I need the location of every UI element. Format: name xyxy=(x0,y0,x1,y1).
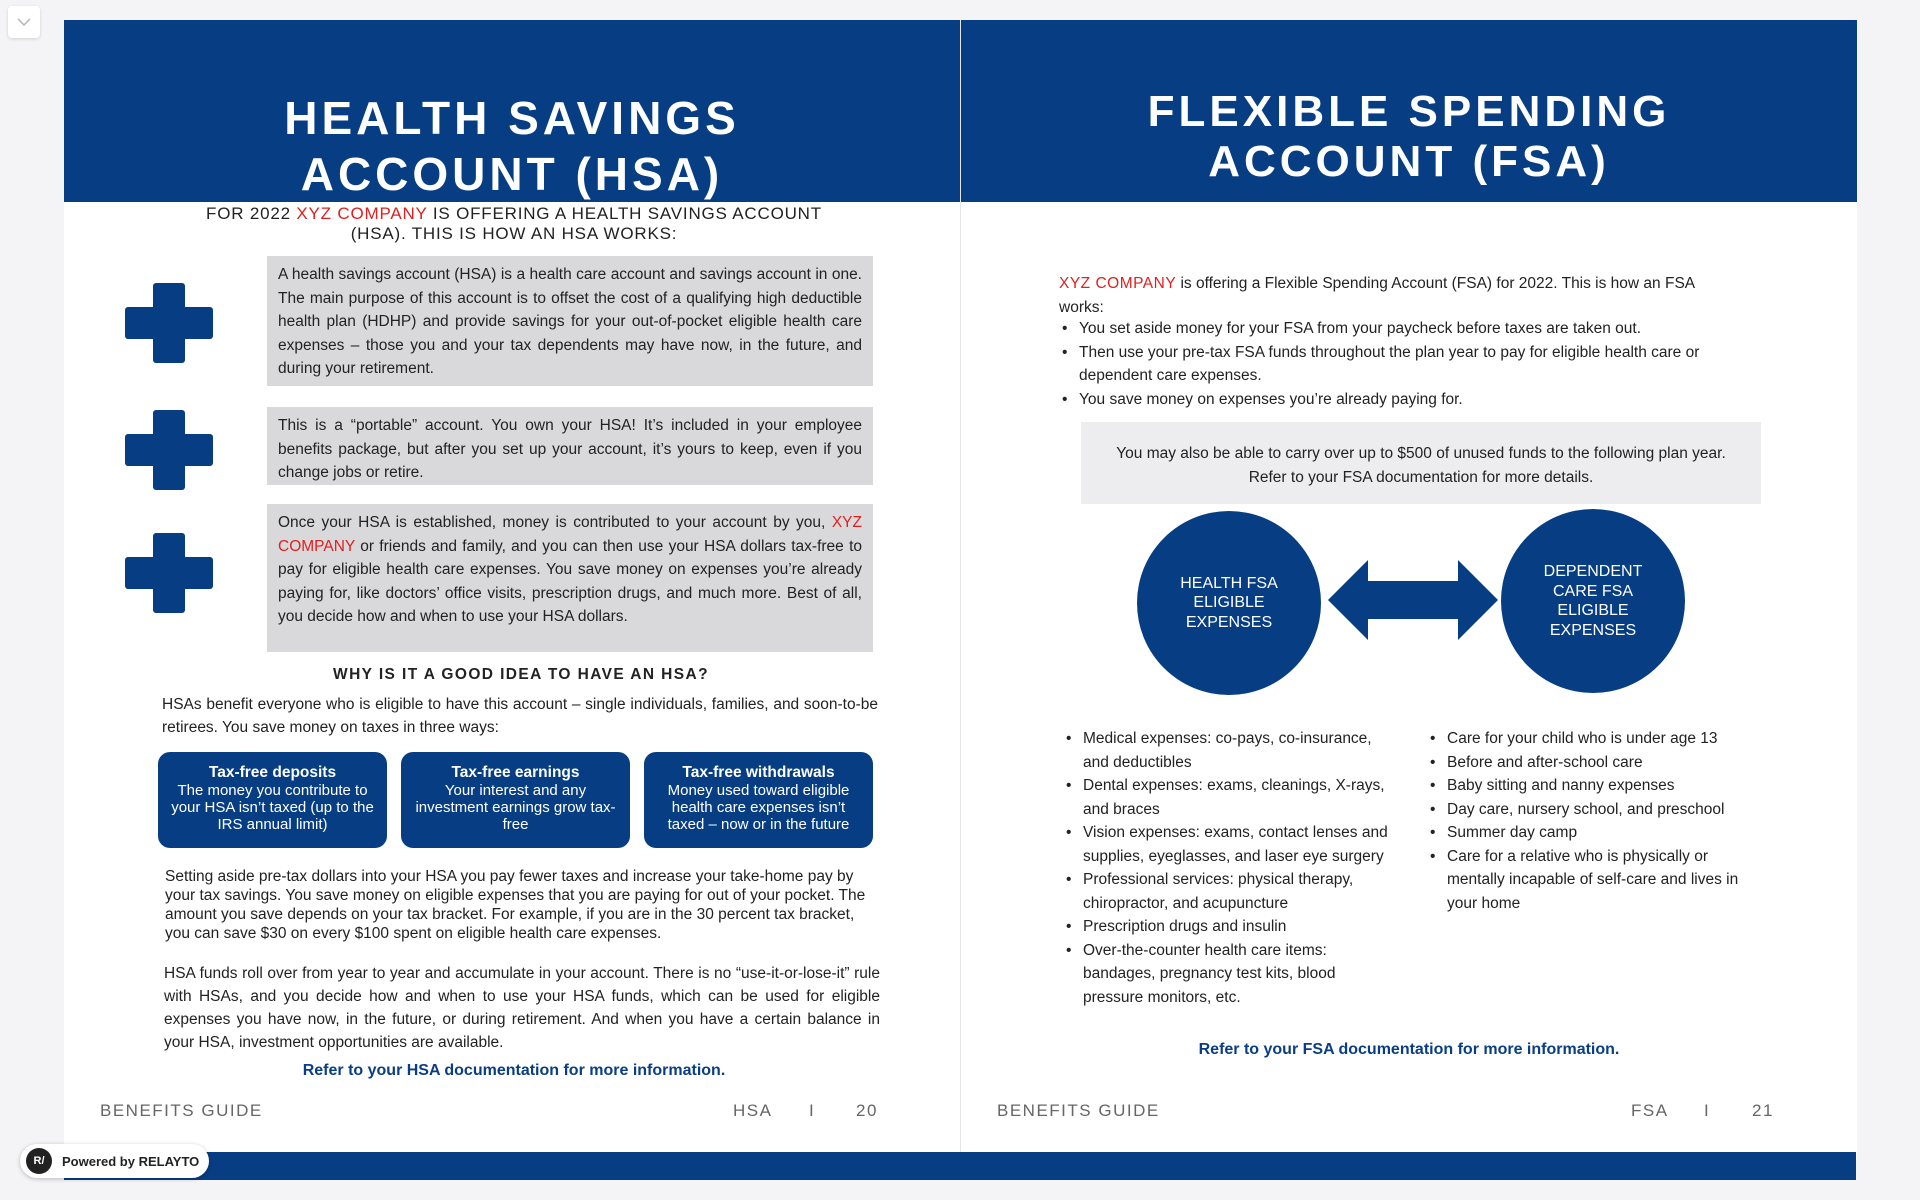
tax-free-withdrawals-card xyxy=(644,752,873,848)
hsa-box3-prefix: Once your HSA is established, money is contributed to your account by you, xyxy=(278,514,832,531)
fsa-title-line2: ACCOUNT (FSA) xyxy=(1208,137,1610,186)
dependent-care-fsa-label: DEPENDENT CARE FSA ELIGIBLE EXPENSES xyxy=(1543,563,1643,639)
health-fsa-circle xyxy=(1137,511,1321,695)
footer-separator: I xyxy=(809,1101,816,1120)
fsa-title-line1: FLEXIBLE SPENDING xyxy=(1147,87,1671,136)
health-fsa-expenses-list xyxy=(1063,727,1391,1009)
hsa-intro xyxy=(182,204,846,244)
footer-section: FSA xyxy=(1631,1101,1669,1120)
tax-free-earnings-card xyxy=(401,752,630,848)
health-fsa-label: HEALTH FSA ELIGIBLE EXPENSES xyxy=(1180,574,1278,631)
list-item: • Medical expenses: co-pays, co-insurance, and deductibles xyxy=(1063,727,1391,774)
list-item: • Over-the-counter health care items: bandages, pregnancy test kits, blood pressure monitors, etc. xyxy=(1063,939,1391,1010)
why-heading: WHY IS IT A GOOD IDEA TO HAVE AN HSA? xyxy=(333,666,709,683)
list-item: • You set aside money for your FSA from your paycheck before taxes are taken out. xyxy=(1059,317,1739,341)
hsa-info-box-2: This is a “portable” account. You own your HSA! It’s included in your employee benefits package, but after you set up your account, it’s yours to keep, even if you change jobs or retire. xyxy=(267,407,873,485)
powered-by-badge[interactable] xyxy=(20,1144,209,1178)
footer-section: HSA xyxy=(733,1101,773,1120)
list-item: • You save money on expenses you’re already paying for. xyxy=(1059,388,1739,412)
fsa-intro-suffix: is offering a Flexible Spending Account (FSA) for 2022. This is how an FSA works: xyxy=(1059,275,1695,316)
fsa-how-it-works-list xyxy=(1059,317,1739,411)
fsa-intro xyxy=(1059,272,1739,319)
carryover-note xyxy=(1081,422,1761,504)
list-item: • Prescription drugs and insulin xyxy=(1063,915,1391,939)
relayto-brand: RELAYTO xyxy=(138,1153,200,1169)
list-item: • Care for a relative who is physically or mentally incapable of self-care and lives in your home xyxy=(1427,845,1761,916)
list-item: • Professional services: physical therapy, chiropractor, and acupuncture xyxy=(1063,868,1391,915)
pill-text: Your interest and any investment earnings grow tax-free xyxy=(415,782,616,833)
hsa-intro-suffix: IS OFFERING A HEALTH SAVINGS ACCOUNT (HSA). THIS IS HOW AN HSA WORKS: xyxy=(350,204,822,243)
pill-title: Tax-free withdrawals xyxy=(682,764,835,781)
medical-cross-icon xyxy=(125,410,213,490)
list-item: • Care for your child who is under age 13 xyxy=(1427,727,1761,751)
dependent-care-fsa-circle xyxy=(1501,509,1685,693)
footer-title: BENEFITS GUIDE xyxy=(997,1101,1160,1120)
relayto-logo: R/ xyxy=(26,1148,52,1174)
why-text: HSAs benefit everyone who is eligible to have this account – single individuals, families, and soon-to-be retirees. You save money on taxes in three ways: xyxy=(162,696,878,736)
list-item: • Vision expenses: exams, contact lenses and supplies, eyeglasses, and laser eye surgery xyxy=(1063,821,1391,868)
fsa-page xyxy=(960,20,1857,1160)
list-item: • Baby sitting and nanny expenses xyxy=(1427,774,1761,798)
carryover-note-line1: You may also be able to carry over up to $500 of unused funds to the following plan year. xyxy=(1116,445,1726,462)
powered-by-text: Powered by xyxy=(62,1153,139,1169)
bottom-band xyxy=(64,1152,1856,1180)
hsa-info-box-3 xyxy=(267,504,873,652)
pill-text: The money you contribute to your HSA isn’t taxed (up to the IRS annual limit) xyxy=(171,782,374,833)
medical-cross-icon xyxy=(125,283,213,363)
footer-title: BENEFITS GUIDE xyxy=(100,1101,263,1120)
list-item: • Dental expenses: exams, cleanings, X-rays, and braces xyxy=(1063,774,1391,821)
pill-title: Tax-free deposits xyxy=(208,764,337,781)
list-item: • Then use your pre-tax FSA funds throughout the plan year to pay for eligible health care or dependent care expenses. xyxy=(1059,341,1739,388)
double-arrow-icon xyxy=(1328,558,1498,642)
hsa-intro-company: XYZ COMPANY xyxy=(296,204,428,223)
carryover-note-line2: Refer to your FSA documentation for more details. xyxy=(1248,468,1594,486)
fsa-intro-company: XYZ COMPANY xyxy=(1059,275,1177,292)
list-item: • Before and after-school care xyxy=(1427,751,1761,775)
medical-cross-icon xyxy=(125,533,213,613)
chevron-down-icon xyxy=(8,6,40,38)
pill-title: Tax-free earnings xyxy=(451,764,580,781)
hsa-intro-prefix: FOR 2022 xyxy=(206,204,297,223)
page-number: 21 xyxy=(1752,1101,1774,1120)
dependent-care-expenses-list xyxy=(1427,727,1761,915)
hsa-info-box-1: A health savings account (HSA) is a health care account and savings account in one. The main purpose of this account is to offset the cost of a qualifying high deductible health plan (HDHP) and provide savings for your out-of-pocket eligible health care expenses – those you and your tax dependents may have now, in the future, and during your retirement. xyxy=(267,256,873,386)
pill-text: Money used toward eligible health care expenses isn’t taxed – now or in the future xyxy=(667,782,850,833)
hsa-page xyxy=(64,20,960,1160)
hsa-box3-company: XYZ COMPANY xyxy=(278,514,862,555)
hsa-doc-link[interactable]: Refer to your HSA documentation for more information. xyxy=(302,1062,726,1079)
tax-savings-paragraph: Setting aside pre-tax dollars into your HSA you pay fewer taxes and increase your take-home pay by your tax savings. You save money on eligible expenses that you are paying for out of your pocket. The amount you save depends on your tax bracket. For example, if you are in the 30 percent tax bracket, you can save $30 on every $100 spent on eligible health care expenses. xyxy=(165,868,866,942)
hsa-box3-suffix: or friends and family, and you can then use your HSA dollars tax-free to pay for eligible health care expenses. You save money on expenses you’re already paying for, like doctors’ office visits, prescription drugs, and much more. Best of all, you decide how and when to use your HSA dollars. xyxy=(278,537,862,625)
footer-separator: I xyxy=(1704,1101,1711,1120)
hsa-title-line2: ACCOUNT (HSA) xyxy=(300,148,724,200)
hsa-title-line1: HEALTH SAVINGS xyxy=(284,92,740,144)
fsa-doc-link[interactable]: Refer to your FSA documentation for more information. xyxy=(1198,1041,1620,1058)
collapse-toolbar-button[interactable] xyxy=(8,6,40,38)
list-item: • Summer day camp xyxy=(1427,821,1761,845)
rollover-paragraph: HSA funds roll over from year to year and accumulate in your account. There is no “use-it-or-lose-it” rule with HSAs, and you decide how and when to use your HSA funds, which can be used for eligible expenses you have now, in the future, or during retirement. And when you have a certain balance in your HSA, investment opportunities are available. xyxy=(164,965,880,1051)
tax-free-deposits-card xyxy=(158,752,387,848)
page-number: 20 xyxy=(856,1101,878,1120)
list-item: • Day care, nursery school, and preschool xyxy=(1427,798,1761,822)
